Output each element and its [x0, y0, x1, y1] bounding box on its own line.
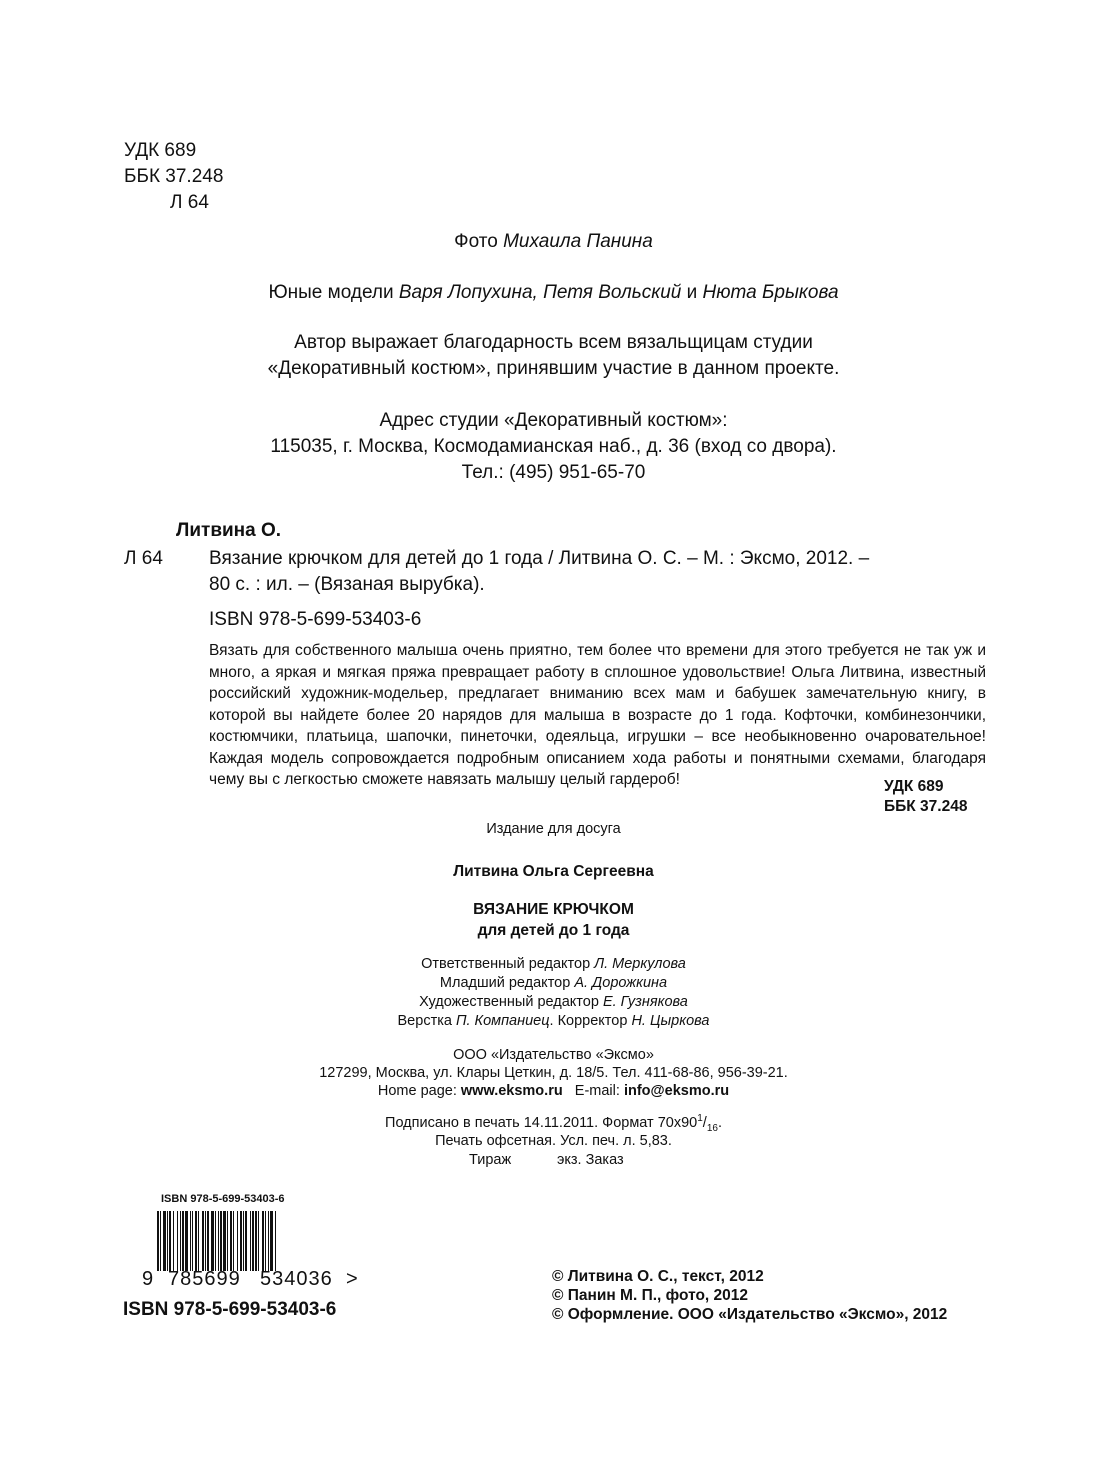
- barcode-digit-first: 9: [142, 1268, 154, 1290]
- annotation: Вязать для собственного малыша очень приятно, тем более что времени для этого требуется не так уж и много, а яркая и мягкая пряжа превращает работу в сплошное удовольствие! Ольга Литвина, известный российский художник-модельер, предлагает вниманию всех мам и бабушек замечательную книгу, в которой вы найдете более 20 нарядов для малыша в возрасте до 1 года. Кофточки, комбинезончики, костюмчики, платьица, шапочки, пинеточки, одеяльца, игрушки – все необыкновенно очаровательное! Каждая модель сопровождается подробным описанием хода работы и понятными схемами, благодаря чему вы с легкостью сможете навязать малышу целый гардероб!: [209, 642, 986, 788]
- thanks-line-1: Автор выражает благодарность всем вязальщицам студии: [294, 332, 813, 353]
- editor-role: Ответственный редактор: [421, 956, 595, 972]
- barcode-digits-left: 785699: [168, 1268, 241, 1290]
- proofreader-role: . Корректор: [549, 1013, 632, 1029]
- publisher-contacts: [0, 1082, 1107, 1101]
- editor-responsible: [0, 955, 1107, 974]
- copyright-design: © Оформление. ООО «Издательство «Эксмо», 2012: [552, 1306, 948, 1323]
- email-link[interactable]: info@eksmo.ru: [623, 1083, 730, 1099]
- models-credit: [0, 280, 1107, 306]
- photo-credit: [0, 229, 1107, 255]
- models-and: и: [681, 282, 703, 303]
- full-author-name: Литвина Ольга Сергеевна: [453, 863, 654, 880]
- print-signed-text: Подписано в печать 14.11.2011. Формат 70x90: [385, 1115, 698, 1131]
- edition-type: Издание для досуга: [486, 821, 621, 837]
- copyright-photo: © Панин М. П., фото, 2012: [552, 1287, 749, 1304]
- bbk-code-bottom: ББК 37.248: [884, 798, 968, 815]
- layout-name: П. Компаниец: [455, 1013, 550, 1029]
- models-names: Варя Лопухина, Петя Вольский: [398, 282, 682, 303]
- layout-role: Верстка: [397, 1013, 456, 1029]
- format-numerator: 1: [697, 1113, 703, 1125]
- copyright-text: © Литвина О. С., текст, 2012: [552, 1268, 764, 1285]
- catalog-isbn: ISBN 978-5-699-53403-6: [209, 609, 422, 630]
- address-line-1: Адрес студии «Декоративный костюм»:: [379, 410, 728, 431]
- print-run-label: Тираж: [469, 1152, 512, 1168]
- editor-name: А. Дорожкина: [574, 975, 668, 991]
- catalog-description-2: 80 с. : ил. – (Вязаная вырубка).: [209, 574, 485, 595]
- barcode-end-mark: >: [346, 1268, 358, 1290]
- thanks-line-2: «Декоративный костюм», принявшим участие в данном проекте.: [267, 358, 840, 379]
- udk-code: УДК 689: [124, 140, 197, 161]
- editor-role: Младший редактор: [439, 975, 575, 991]
- barcode-isbn-small: ISBN 978-5-699-53403-6: [161, 1193, 285, 1205]
- editor-name: Л. Меркулова: [594, 956, 686, 972]
- isbn-bottom: ISBN 978-5-699-53403-6: [123, 1299, 337, 1320]
- home-page-link[interactable]: www.eksmo.ru: [460, 1083, 563, 1099]
- editor-art: [0, 993, 1107, 1012]
- udk-code-bottom: УДК 689: [884, 778, 944, 795]
- catalog-description-1: Вязание крючком для детей до 1 года / Литвина О. С. – М. : Эксмо, 2012. –: [209, 548, 870, 569]
- proofreader-name: Н. Цыркова: [631, 1013, 710, 1029]
- publisher-address: 127299, Москва, ул. Клары Цеткин, д. 18/5. Тел. 411-68-86, 956-39-21.: [319, 1065, 788, 1081]
- barcode-digits-right: 534036: [260, 1268, 333, 1290]
- editor-junior: [0, 974, 1107, 993]
- editor-role: Художественный редактор: [419, 994, 603, 1010]
- address-phone: Тел.: (495) 951-65-70: [461, 462, 646, 483]
- catalog-author: Литвина О.: [176, 520, 282, 541]
- print-order-label: экз. Заказ: [557, 1152, 624, 1168]
- home-page-label: Home page:: [377, 1083, 461, 1099]
- format-denominator: 16: [706, 1122, 718, 1134]
- layout-and-proofreader: [0, 1012, 1107, 1031]
- print-signed: Подписано в печать 14.11.2011. Формат $70x90^1/_{16}$.: [385, 1113, 722, 1134]
- bbk-code: ББК 37.248: [124, 166, 224, 187]
- book-title: ВЯЗАНИЕ КРЮЧКОМ: [473, 901, 634, 918]
- format-end: .: [717, 1115, 722, 1131]
- models-name-last: Нюта Брыкова: [702, 282, 839, 303]
- photographer-name: Михаила Панина: [503, 231, 653, 252]
- catalog-mark: Л 64: [124, 548, 163, 569]
- print-type: Печать офсетная. Усл. печ. л. 5,83.: [435, 1133, 672, 1149]
- book-subtitle: для детей до 1 года: [477, 922, 630, 939]
- publisher-name: ООО «Издательство «Эксмо»: [453, 1047, 654, 1063]
- barcode-icon: [157, 1211, 353, 1271]
- photo-credit-prefix: Фото: [454, 231, 504, 252]
- address-line-2: 115035, г. Москва, Космодамианская наб., д. 36 (вход со двора).: [270, 436, 837, 457]
- editor-name: Е. Гузнякова: [602, 994, 688, 1010]
- author-mark: Л 64: [170, 192, 209, 213]
- models-prefix: Юные модели: [268, 282, 399, 303]
- email-label: E-mail:: [562, 1083, 624, 1099]
